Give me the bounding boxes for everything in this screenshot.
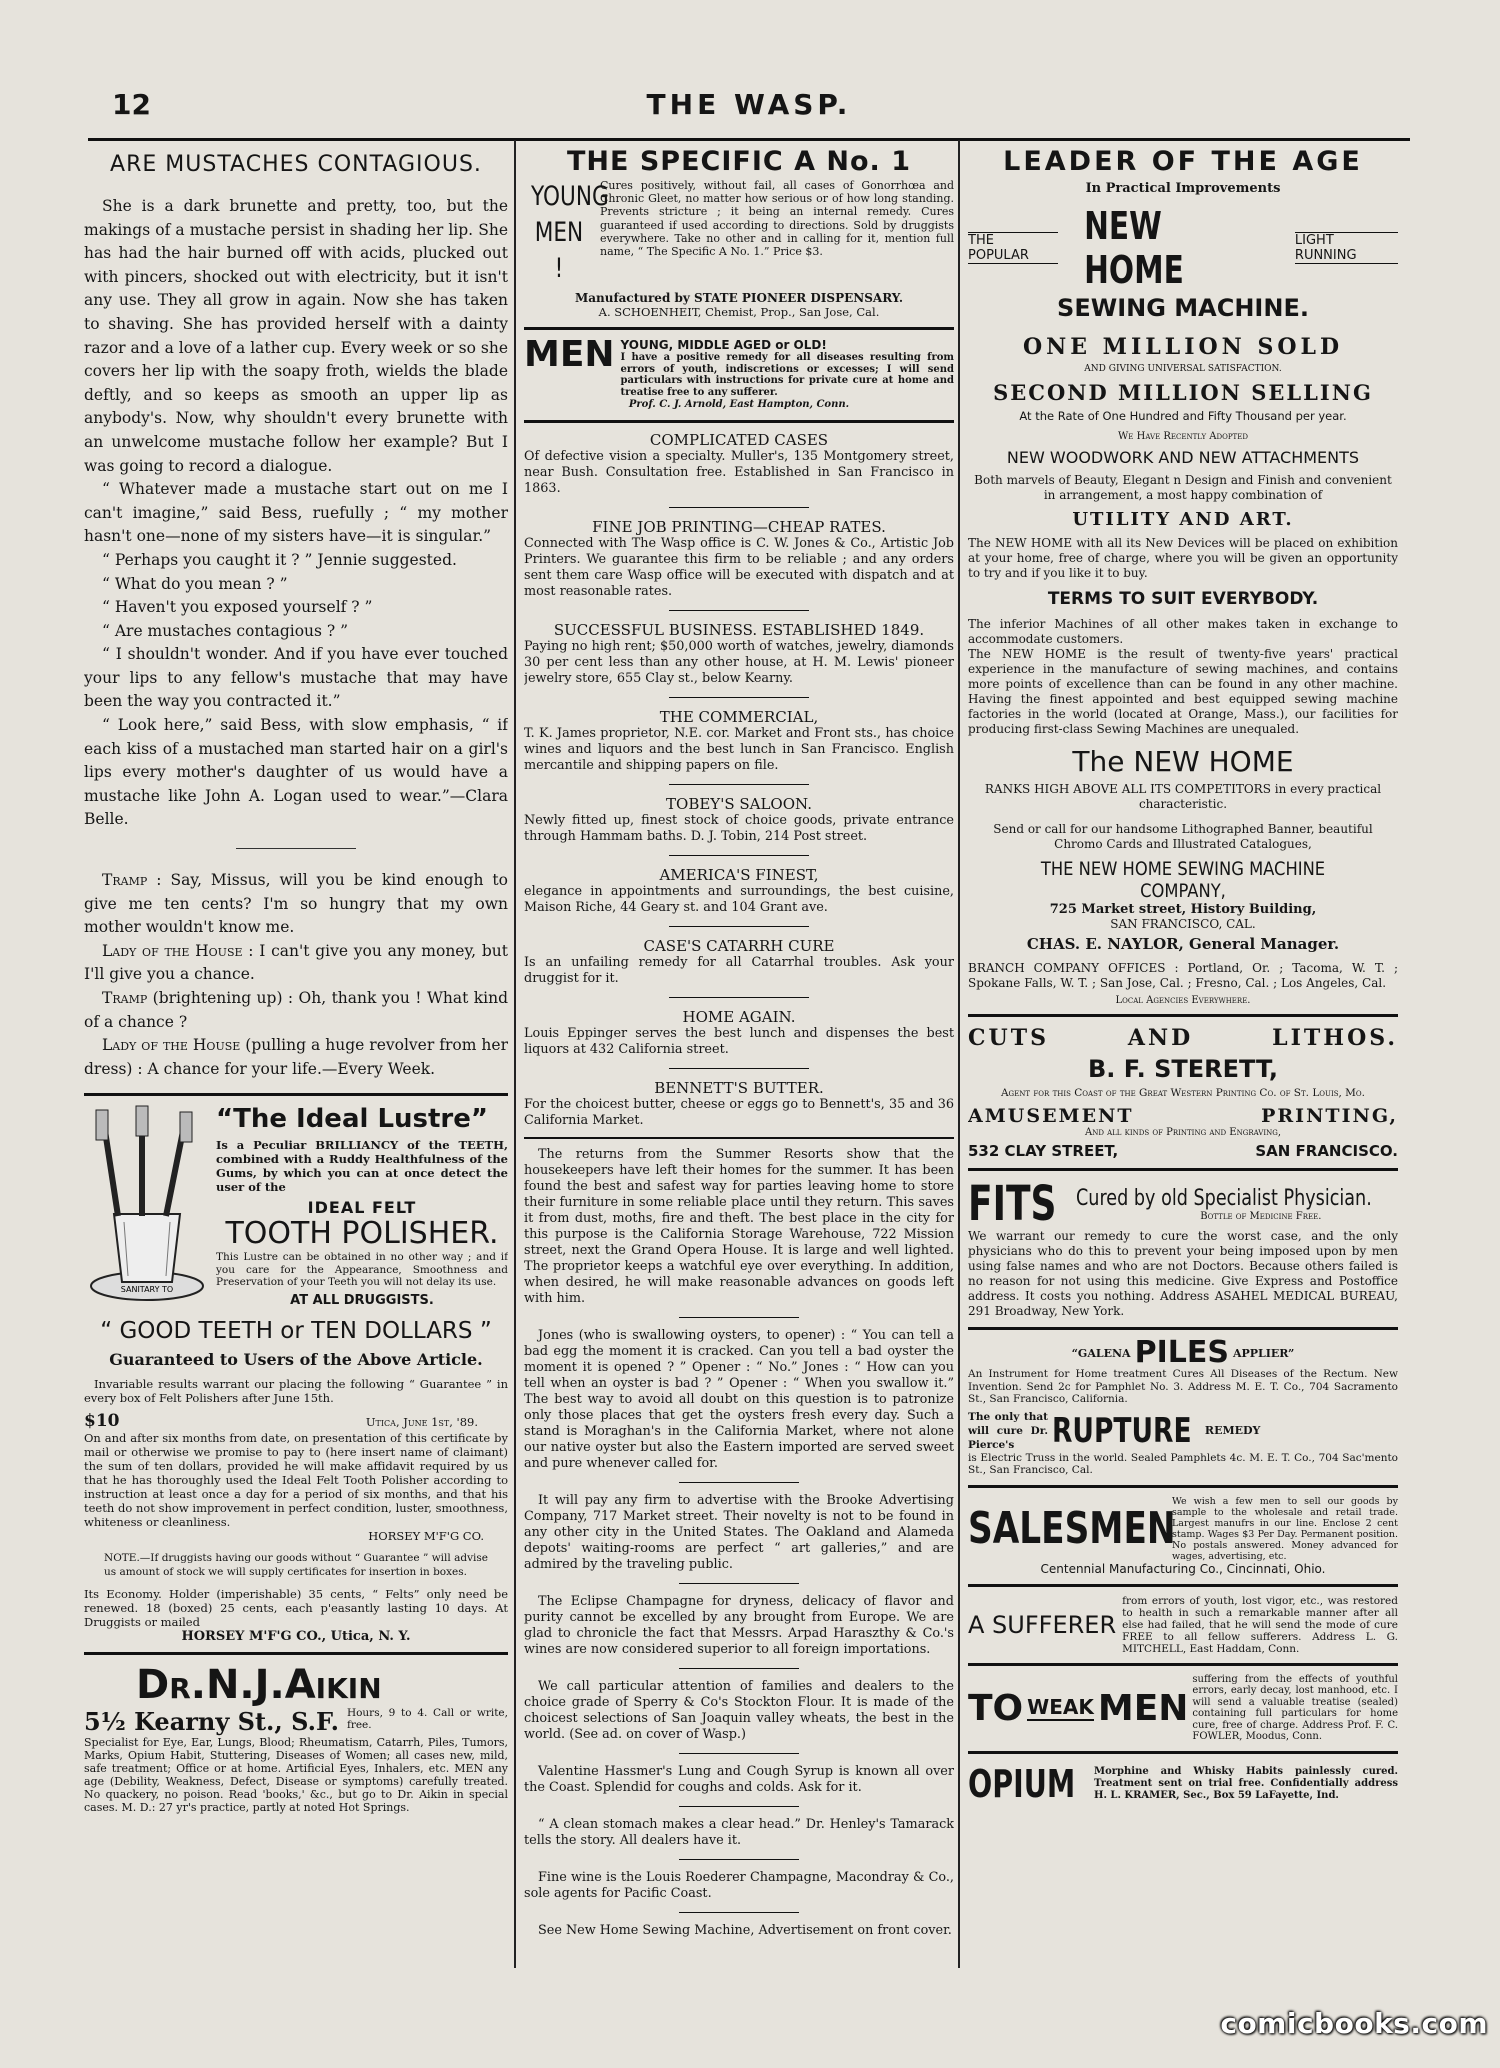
specific-chemist: A. SCHOENHEIT, Chemist, Prop., San Jose, Cal. <box>598 305 880 319</box>
fits-ad <box>968 1176 1398 1319</box>
notice: THE COMMERCIAL, T. K. James proprietor, N.E. cor. Market and Front sts., has choice wines and liquors and the best lunch in San Francisco. English mercantile and shipping papers on file. <box>524 708 954 773</box>
notice-rule <box>669 1068 809 1069</box>
nh-ranks: RANKS HIGH ABOVE ALL ITS COMPETITORS in every practical characteristic. <box>984 782 1382 811</box>
lustre-amount: $10 <box>84 1410 120 1431</box>
article-paragraph: “ I shouldn't wonder. And if you have ever touched your lips to any fellow's mustache that may have been the way you contracted it.” <box>84 645 508 711</box>
notice-rule <box>679 1317 799 1318</box>
dialogue-line: Lady of the House (pulling a huge revolver from her dress) : A chance for your life.—Every Week. <box>84 1036 508 1078</box>
sterett-agent: Agent for this Coast of the Great Western Printing Co. of St. Louis, Mo. <box>1000 1087 1366 1099</box>
fits-text: We warrant our remedy to cure the worst case, and the only physicians who do this to prevent your being imposed upon by men using false names and who are not Doctors. Because others failed is no reason for not using this medicine. Give Express and Postoffice address. It costs you nothing. Address ASAHEL MEDICAL BUREAU, 291 Broadway, New York. <box>968 1229 1398 1318</box>
lustre-title: “The Ideal Lustre” <box>216 1104 488 1135</box>
nh-address: 725 Market street, History Building, <box>1049 902 1317 917</box>
sterett-address-row: 532 CLAY STREET, SAN FRANCISCO. <box>968 1142 1398 1160</box>
notice-paragraph: Valentine Hassmer's Lung and Cough Syrup is known all over the Coast. Splendid for coughs and colds. Ask for it. <box>524 1764 954 1795</box>
dialogue <box>84 869 508 1081</box>
notice: SUCCESSFUL BUSINESS. ESTABLISHED 1849. Paying no high rent; $50,000 worth of watches, jewelry, diamonds 30 per cent less than any other house, at H. M. Lewis' pioneer jewelry store, 655 Clay st., below Kearny. <box>524 621 954 686</box>
header-rule <box>88 138 1410 141</box>
toothbrush-cup-illustration <box>84 1104 210 1304</box>
nh-adopted: We Have Recently Adopted <box>1118 431 1248 442</box>
ad-rule <box>968 1485 1398 1488</box>
ad-rule <box>524 1137 954 1139</box>
notice-paragraph: We call particular attention of families and dealers to the choice grade of Sperry & Co's Stockton Flour. It is made of the choicest selections of San Joaquin valley wheats, the best in the world. (See ad. on cover of Wasp.) <box>524 1679 954 1742</box>
nh-utility: UTILITY AND ART. <box>1072 509 1294 530</box>
lustre-product-line2: TOOTH POLISHER. <box>225 1216 499 1252</box>
specific-mfr: Manufactured by STATE PIONEER DISPENSARY. <box>574 291 904 305</box>
ad-rule <box>968 1584 1398 1587</box>
nh-rate: At the Rate of One Hundred and Fifty Thousand per year. <box>1019 409 1347 423</box>
salesmen-ad <box>968 1496 1398 1576</box>
sufferer-big: A SUFFERER <box>968 1610 1117 1639</box>
weak-men-ad: TO WEAK MEN suffering from the effects of youthful errors, early decay, lost manhood, etc. I will send a valuable treatise (sealed) containing full particulars for home cure, free of charge. Address Prof. F. C. FOWLER, Moodus, Conn. <box>968 1673 1398 1742</box>
notice-paragraph: “ A clean stomach makes a clear head.” Dr. Henley's Tamarack tells the story. All dealers have it. <box>524 1817 954 1848</box>
piles-ad: “GALENA PILES APPLIER” An Instrument for Home treatment Cures All Diseases of the Rectum. New Invention. Send 2c for Pamphlet No. 3. Address M. E. T. Co., 704 Sacramento St., San Francisco, California. <box>968 1335 1398 1405</box>
notice-rule <box>679 1859 799 1860</box>
nh-popular-row: THE POPULAR NEW HOME LIGHT RUNNING <box>968 204 1398 292</box>
aikin-name: Dr.N.J.Aikin <box>136 1661 382 1708</box>
lustre-obtain: This Lustre can be obtained in no other way ; and if you care for the Appearance, Smoothness and Preservation of your Teeth you will not delay its use. <box>216 1251 508 1289</box>
notice-rule <box>669 507 809 508</box>
notice: FINE JOB PRINTING—CHEAP RATES. Connected with The Wasp office is C. W. Jones & Co., Artistic Job Printers. We guarantee this firm to be reliable ; and any orders sent them care Wasp office will be executed with dispatch and at most reasonable rates. <box>524 518 954 599</box>
aikin-address: 5½ Kearny St., S.F. <box>84 1706 339 1736</box>
notice-paragraph: The Eclipse Champagne for dryness, delicacy of flavor and purity cannot be excelled by any brought from Europe. We are glad to chronicle the fact that Messrs. Arpad Haraszthy & Co.'s wines are now considered superior to all foreign importations. <box>524 1594 954 1657</box>
nh-send: Send or call for our handsome Lithographed Banner, beautiful Chromo Cards and Illustrated Catalogues, <box>993 822 1373 851</box>
notice-rule <box>679 1912 799 1913</box>
column-left <box>84 146 508 1968</box>
dialogue-line: Tramp : Say, Missus, will you be kind enough to give me ten cents? I'm so hungry that my own mother wouldn't know me. <box>84 871 508 937</box>
reading-notices <box>524 1147 954 1939</box>
ad-rule <box>84 1652 508 1655</box>
nh-local: Local Agencies Everywhere. <box>1115 995 1251 1006</box>
opium-text: Morphine and Whisky Habits painlessly cured. Treatment sent on trial free. Confidentially address H. L. KRAMER, Sec., Box 59 LaFayette, Ind. <box>1094 1765 1398 1801</box>
notice-rule <box>679 1583 799 1584</box>
rupture-text: is Electric Truss in the world. Sealed Pamphlets 4c. M. E. T. Co., 704 Sac'mento St., San Francisco, Cal. <box>968 1451 1398 1476</box>
notice-rule <box>669 784 809 785</box>
notice-rule <box>679 1668 799 1669</box>
nh-leader: LEADER OF THE AGE <box>1003 146 1363 177</box>
ideal-lustre-ad <box>84 1104 508 1644</box>
sterett-amusement: AMUSEMENT PRINTING, <box>968 1105 1398 1127</box>
sterett-cuts: CUTS AND LITHOS. <box>968 1025 1398 1051</box>
notice: HOME AGAIN. Louis Eppinger serves the best lunch and dispenses the best liquors at 432 California street. <box>524 1008 954 1057</box>
notice-rule <box>679 1482 799 1483</box>
notice-rule <box>669 926 809 927</box>
ad-rule <box>84 1093 508 1096</box>
article-paragraph: “ Whatever made a mustache start out on me I can't imagine,” said Bess, ruefully ; “ my mother hasn't one—none of my sisters have—it is singular.” <box>84 480 508 546</box>
specific-side: YOUNG MEN ! <box>531 181 609 284</box>
men-big: MEN <box>524 334 615 375</box>
lustre-invariable: Invariable results warrant our placing the following “ Guarantee ” in every box of Felt Polishers after June 15th. <box>84 1376 508 1405</box>
rupture-big: RUPTURE <box>1052 1410 1192 1451</box>
nh-satisfaction: AND GIVING UNIVERSAL SATISFACTION. <box>1084 364 1282 374</box>
notice-paragraph: Jones (who is swallowing oysters, to opener) : “ You can tell a bad egg the moment it is cracked. Can you tell a bad oyster the moment it is opened ? ” Opener : “ No.” Jones : “ How can you tell when an oyster is bad ? ” Opener : “ When you swallow it.” The best way to avoid all doubt on this question is to patronize only those places that get the oysters fresh every day. Such a stand is Moraghan's in the California Market, where not alone our native oyster but also the Eastern imported are served sweet and pure whenever called for. <box>524 1328 954 1471</box>
notice-paragraph: The returns from the Summer Resorts show that the housekeepers have left their homes for the summer. It has been found the best and safest way for parties leaving home to store their furniture in some reliable place until they return. This saves it from dust, moths, fire and theft. The best place in the city for this purpose is the California Storage Warehouse, 722 Mission street, next the Grand Opera House. It is large and well lighted. The proprietor keeps a watchful eye over everything. In addition, when desired, he will make reasonable advances on goods left with him. <box>524 1147 954 1306</box>
notice-rule <box>679 1753 799 1754</box>
men-ad <box>524 334 954 398</box>
nh-terms: TERMS TO SUIT EVERYBODY. <box>1047 589 1319 609</box>
salesmen-company: Centennial Manufacturing Co., Cincinnati, Ohio. <box>1040 1561 1326 1576</box>
nh-the-new-home: The NEW HOME <box>1072 745 1294 778</box>
column-right <box>968 146 1398 1968</box>
ad-rule <box>524 327 954 330</box>
sterett-name: B. F. STERETT, <box>1087 1055 1279 1083</box>
notice-paragraph: Fine wine is the Louis Roederer Champagne, Macondray & Co., sole agents for Pacific Coast. <box>524 1870 954 1901</box>
article-paragraph: “ Haven't you exposed yourself ? ” <box>102 598 373 617</box>
nh-second: SECOND MILLION SELLING <box>993 380 1373 405</box>
article-title: ARE MUSTACHES CONTAGIOUS. <box>110 152 482 177</box>
rupture-ad: The only that will cure Dr. Pierce's RUPTURE REMEDY is Electric Truss in the world. Sealed Pamphlets 4c. M. E. T. Co., 704 Sac'mento St., San Francisco, Cal. <box>968 1410 1398 1476</box>
men-text: I have a positive remedy for all diseases resulting from errors of youth, indiscretions or excesses; I will send particulars with instructions for private cure at home and treatise free to any sufferer. <box>620 352 954 398</box>
lustre-company: HORSEY M'F'G CO., Utica, N. Y. <box>181 1628 411 1644</box>
nh-marvels: Both marvels of Beauty, Elegant n Design and Finish and convenient in arrangement, a most happy combination of <box>974 473 1392 502</box>
nh-branches: BRANCH COMPANY OFFICES : Portland, Or. ; Tacoma, W. T. ; Spokane Falls, W. T. ; San Jose, Cal. ; Fresno, Cal. ; Los Angeles, Cal. <box>968 961 1398 990</box>
notice: CASE'S CATARRH CURE Is an unfailing remedy for all Catarrhal troubles. Ask your druggist for it. <box>524 937 954 986</box>
notice-rule <box>669 610 809 611</box>
notice: BENNETT'S BUTTER. For the choicest butter, cheese or eggs go to Bennett's, 35 and 36 California Market. <box>524 1079 954 1128</box>
men-headline: YOUNG, MIDDLE AGED or OLD! <box>620 338 827 352</box>
article-paragraph: “ Look here,” said Bess, with slow emphasis, “ if each kiss of a mustached man started hair on a girl's lips every mother's daughter of us would have a mustache like John A. Logan used to wear.”—Clara Belle. <box>84 716 508 829</box>
lustre-economy: Its Economy. Holder (imperishable) 35 cents, “ Felts” only need be renewed. 18 (boxed) 25 cents, each p'easantly lasting 10 days. At Druggists or mailed <box>84 1586 508 1629</box>
article-paragraph: “ Perhaps you caught it ? ” Jennie suggested. <box>102 550 457 569</box>
section-separator <box>236 848 356 849</box>
new-home-ad <box>968 146 1398 1006</box>
aikin-ad <box>84 1663 508 1814</box>
nh-manager: CHAS. E. NAYLOR, General Manager. <box>1026 935 1340 953</box>
ad-rule <box>968 1751 1398 1754</box>
men-sign: Prof. C. J. Arnold, East Hampton, Conn. <box>628 399 850 410</box>
nh-placed: The NEW HOME with all its New Devices will be placed on exhibition at your home, free of charge, where you will be given an opportunity to try and if you like it to buy. <box>968 536 1398 580</box>
nh-sewing: SEWING MACHINE. <box>1057 294 1309 322</box>
specific-title: THE SPECIFIC A No. 1 <box>567 146 911 177</box>
dialogue-line: Lady of the House : I can't give you any money, but I'll give you a chance. <box>84 941 508 984</box>
piles-big: PILES <box>1134 1335 1229 1370</box>
piles-text: An Instrument for Home treatment Cures All Diseases of the Rectum. New Invention. Send 2c for Pamphlet No. 3. Address M. E. T. Co., 704 Sacramento St., San Francisco, California. <box>968 1368 1398 1405</box>
page-header <box>88 86 1410 126</box>
nh-attachments: NEW WOODWORK AND NEW ATTACHMENTS <box>1006 448 1360 467</box>
lustre-product-line1: IDEAL FELT <box>307 1198 417 1218</box>
ad-rule <box>968 1168 1398 1171</box>
article-body <box>84 195 508 832</box>
nh-city: SAN FRANCISCO, CAL. <box>1110 917 1256 931</box>
notice-paragraph: It will pay any firm to advertise with the Brooke Advertising Company, 717 Market street. Their novelty is not to be found in any other city in the United States. The Oakland and Alameda depots' waiting-rooms are perfect “ art galleries,” and are admired by the traveling public. <box>524 1493 954 1572</box>
lustre-dateline: Utica, June 1st, '89. <box>365 1414 478 1429</box>
page-number: 12 <box>112 88 151 121</box>
article-paragraph: “ Are mustaches contagious ? ” <box>102 621 349 640</box>
column-middle <box>524 146 954 1968</box>
ad-rule <box>968 1663 1398 1666</box>
notice: COMPLICATED CASES Of defective vision a specialty. Muller's, 135 Montgomery street, near Bush. Consultation free. Established in San Francisco in 1863. <box>524 431 954 496</box>
watermark-logo: comicbooks.com <box>1220 2007 1488 2040</box>
nh-improvements: In Practical Improvements <box>1085 181 1281 196</box>
opium-big: OPIUM <box>968 1761 1076 1806</box>
fits-big: FITS <box>968 1176 1057 1232</box>
notice-rule <box>679 1806 799 1807</box>
lustre-signer: HORSEY M'F'G CO. <box>368 1528 484 1543</box>
article-paragraph: “ What do you mean ? ” <box>102 574 288 593</box>
nh-result: The NEW HOME is the result of twenty-five years' practical experience in the manufacture of sewing machines, and contains more points of excellence than can be found in any other machine. Having the finest appointed and best equipped sewing machine factories in the world (located at Orange, Mass.), our facilities for producing first-class Sewing Machines are unequaled. <box>968 647 1398 736</box>
notice-rule <box>669 697 809 698</box>
lustre-druggists: AT ALL DRUGGISTS. <box>290 1292 434 1308</box>
lustre-certificate: On and after six months from date, on presentation of this certificate by mail or otherwise we promise to pay to (here insert name of claimant) the sum of ten dollars, provided he will make affidavit required by us that he has thoroughly used the Ideal Felt Tooth Polisher according to instruction at least once a day for a period of six months, and that his teeth do not show improvement in perfect condition, luster, smoothness, whiteness or cleanliness. <box>84 1430 508 1529</box>
article-paragraph: She is a dark brunette and pretty, too, but the makings of a mustache persist in shading her lip. She has had the hair burned off with acids, plucked out with pincers, shocked out with electricity, but it isn't any use. They all grow in again. Now she has taken to shaving. She has provided herself with a dainty razor and a love of a lather cup. Every week or so she covers her lip with the soapy froth, wields the blade deftly, and so keeps as smooth an upper lip as anybody's. Now, why shouldn't every brunette with an unwelcome mustache follow her example? But I was going to record a dialogue. <box>84 197 508 475</box>
weak-men-text: suffering from the effects of youthful errors, early decay, lost manhood, etc. I will send a valuable treatise (sealed) containing full particulars for home cure, free of charge. Address Prof. F. C. FOWLER, Moodus, Conn. <box>1192 1673 1398 1742</box>
notice-rule <box>669 997 809 998</box>
lustre-slogan: “ GOOD TEETH or TEN DOLLARS ” <box>100 1317 492 1344</box>
nh-company: THE NEW HOME SEWING MACHINE COMPANY, <box>1040 858 1326 902</box>
lustre-guarantee: Guaranteed to Users of the Above Article. <box>109 1349 483 1369</box>
salesmen-big: SALESMEN <box>968 1502 1176 1554</box>
lustre-description: Is a Peculiar BRILLIANCY of the TEETH, combined with a Ruddy Healthfulness of the Gums, by which you can at once detect the user of the <box>216 1138 508 1195</box>
notice-rule <box>669 855 809 856</box>
sterett-ad <box>968 1025 1398 1160</box>
notice-paragraph: See New Home Sewing Machine, Advertisement on front cover. <box>538 1923 952 1938</box>
ad-rule <box>524 420 954 423</box>
lustre-note: NOTE.—If druggists having our goods without “ Guarantee ” will advise us amount of stock we will supply certificates for insertion in boxes. <box>104 1551 488 1578</box>
specific-ad <box>524 146 954 319</box>
nh-inferior: The inferior Machines of all other makes taken in exchange to accommodate customers. <box>968 617 1398 646</box>
svg-text:SANITARY TO: SANITARY TO <box>120 1285 174 1295</box>
sufferer-ad <box>968 1595 1398 1655</box>
aikin-hours: Hours, 9 to 4. Call or write, free. <box>346 1706 508 1731</box>
notice: TOBEY'S SALOON. Newly fitted up, finest stock of choice goods, private entrance through Hammam baths. D. J. Tobin, 214 Post street. <box>524 795 954 844</box>
salesmen-text: We wish a few men to sell our goods by sample to the wholesale and retail trade. Largest manufrs in our line. Enclose 2 cent stamp. Wages $3 Per Day. Permanent position. No postals answered. Money advanced for wages, advertising, etc. <box>1172 1495 1398 1562</box>
ad-rule <box>968 1327 1398 1330</box>
ad-rule <box>968 1014 1398 1017</box>
dialogue-line: Tramp (brightening up) : Oh, thank you ! What kind of a chance ? <box>84 989 508 1031</box>
fits-bottle: Bottle of Medicine Free. <box>1200 1211 1322 1222</box>
opium-ad <box>968 1762 1398 1806</box>
nh-million: ONE MILLION SOLD <box>1022 334 1344 360</box>
aikin-body: Specialist for Eye, Ear, Lungs, Blood; Rheumatism, Catarrh, Piles, Tumors, Marks, Opium Habit, Stuttering, Diseases of Women; all cases new, mild, safe treatment; Office or at home. Artificial Eyes, Inhalers, etc. MEN any age (Debility, Weakness, Defect, Disease or symptoms) carefully treated. No quackery, no poison. Read 'books,' &c., but go to Dr. Aikin in special cases. M. D.: 27 yr's practice, partly at noted Hot Springs. <box>84 1735 508 1814</box>
fits-cured: Cured by old Specialist Physician. <box>1075 1186 1372 1211</box>
column-divider <box>958 140 960 1968</box>
sufferer-text: from errors of youth, lost vigor, etc., was restored to health in such a remarkable manner after all else had failed, that he will send the mode of cure FREE to all fellow sufferers. Address L. G. MITCHELL, East Haddam, Conn. <box>1122 1594 1398 1655</box>
specific-text: Cures positively, without fail, all cases of Gonorrhœa and Chronic Gleet, no matter how serious or of how long standing. Prevents stricture ; it being an internal remedy. Cures guaranteed if used according to directions. Sold by druggists everywhere. Take no other and in calling for it, mention full name, “ The Specific A No. 1.” Price $3. <box>600 179 954 259</box>
column-divider <box>514 140 516 1968</box>
notice: AMERICA'S FINEST, elegance in appointments and surroundings, the best cuisine, Maison Riche, 44 Geary st. and 104 Grant ave. <box>524 866 954 915</box>
masthead-title: THE WASP. <box>646 88 852 121</box>
sterett-kinds: And all kinds of Printing and Engraving, <box>1084 1127 1282 1138</box>
